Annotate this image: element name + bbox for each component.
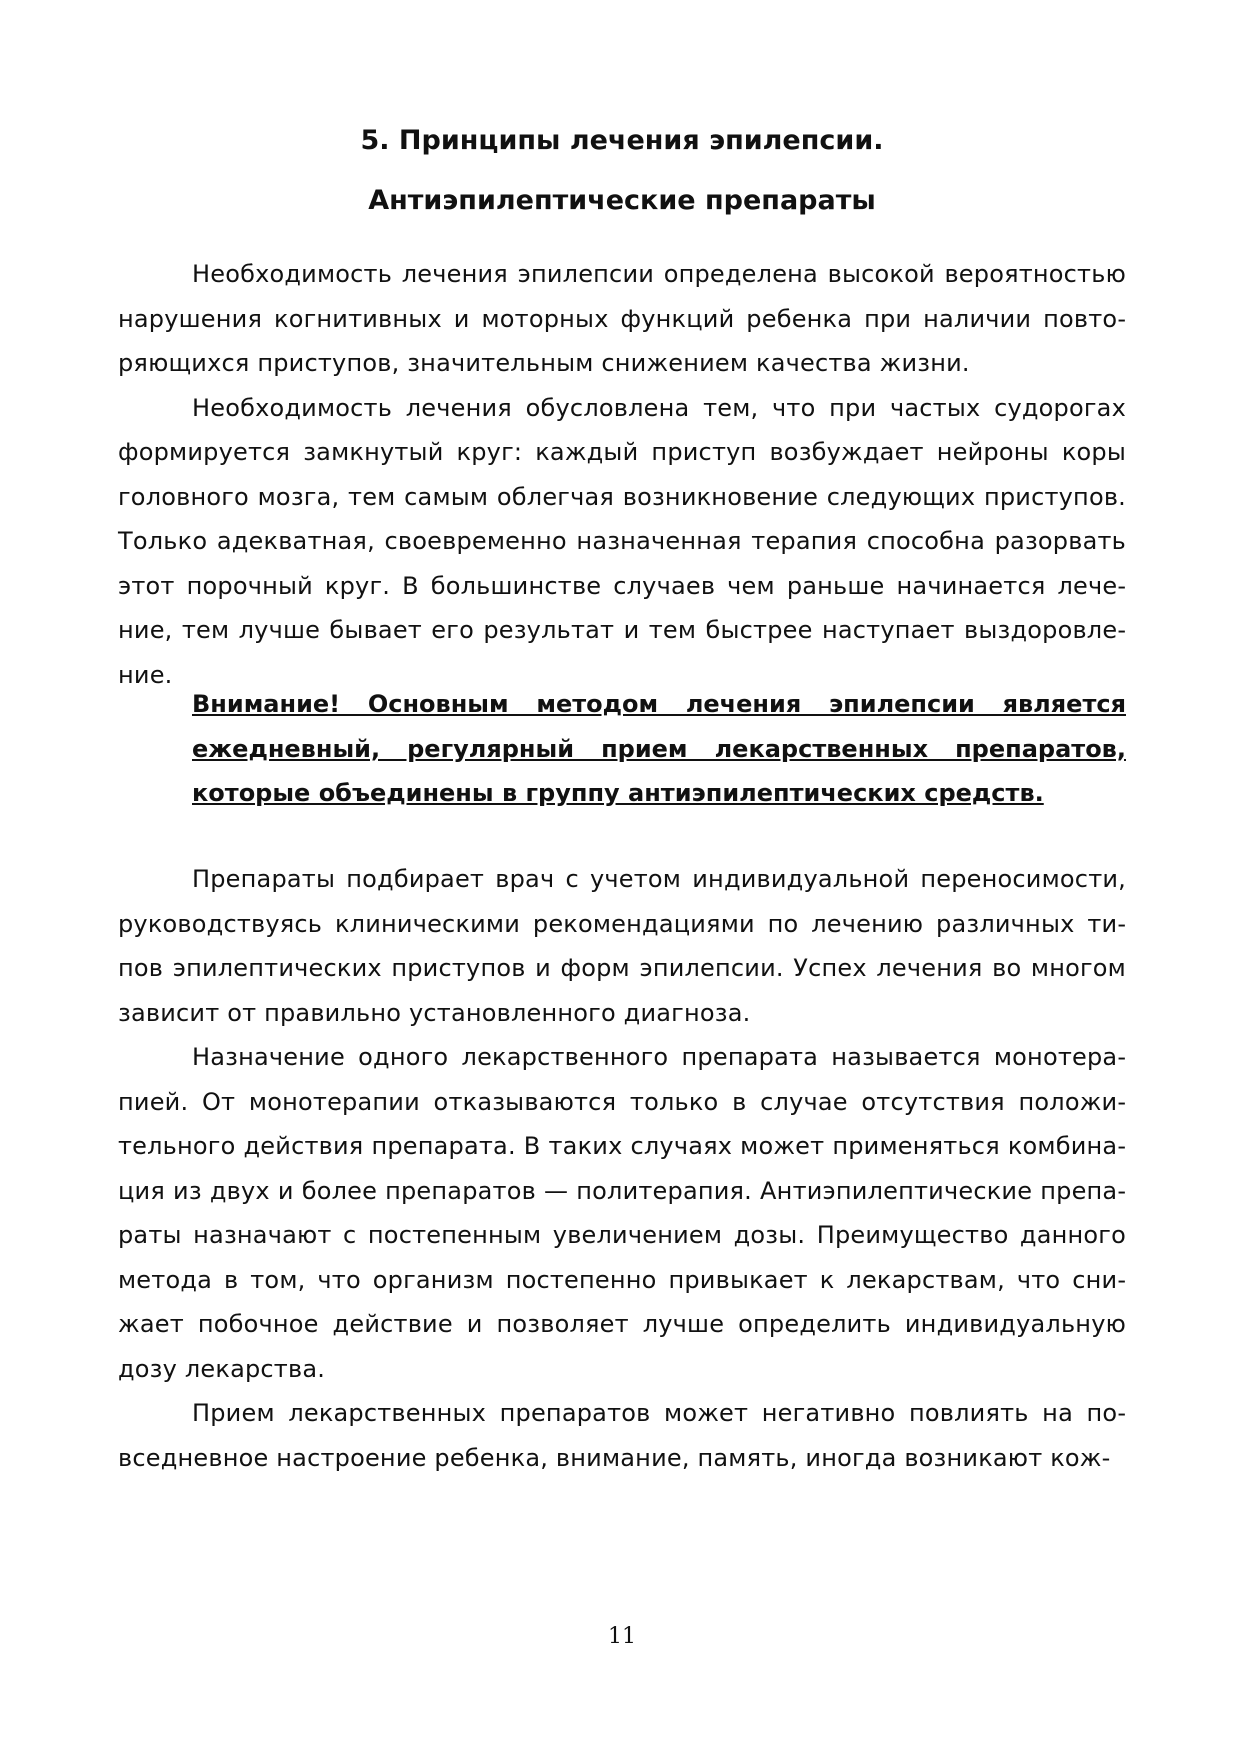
paragraph: Необходимость лечения эпилепсии определена высокой вероятностью нарушения когнитивных и моторных функций ребенка при наличии повторяющихся приступов, значительным снижением качества жизни. <box>118 260 1126 377</box>
paragraph: Необходимость лечения обусловлена тем, что при частых судорогах формируется замкнутый круг: каждый приступ возбуждает нейроны коры головного мозга, тем самым облегчая возникновение следующих приступов. Только адекватная, своевременно назначенная терапия способна разорвать этот порочный круг. В большинстве случаев чем раньше начинается лечение, тем лучше бывает его результат и тем быстрее наступает выздоровление. <box>118 393 1126 689</box>
paragraph: Прием лекарственных препаратов может негативно повлиять на повседневное настроение ребенка, внимание, память, иногда возникают кож- <box>118 1399 1126 1472</box>
paragraph: Назначение одного лекарственного препарата называется монотерапией. От монотерапии отказываются только в случае отсутствия положительного действия препарата. В таких случаях может применяться комбинация из двух и более препаратов — политерапия. Антиэпилептические препараты назначают с постепенным увеличением дозы. Преимущество данного метода в том, что организм постепенно привыкает к лекарствам, что снижает побочное действие и позволяет лучше определить индивидуальную дозу лекарства. <box>118 1043 1126 1383</box>
section-title <box>118 111 1126 231</box>
attention-note: Внимание! Основным методом лечения эпилепсии является ежедневный, регулярный прием лекарственных препаратов, которые объединены в группу антиэпилептических средств. <box>192 690 1126 807</box>
body-text-top <box>118 252 1126 697</box>
paragraph: Препараты подбирает врач с учетом индивидуальной переносимости, руководствуясь клиническими рекомендациями по лечению различных типов эпилептических приступов и форм эпилепсии. Успех лечения во многом зависит от правильно установленного диагноза. <box>118 865 1126 1027</box>
section-title-line-2: Антиэпилептические препараты <box>368 185 876 216</box>
page-number: 11 <box>608 1624 636 1649</box>
body-text-bottom <box>118 857 1126 1480</box>
section-title-line-1: 5. Принципы лечения эпилепсии. <box>360 125 884 156</box>
document-page <box>118 0 1126 1754</box>
